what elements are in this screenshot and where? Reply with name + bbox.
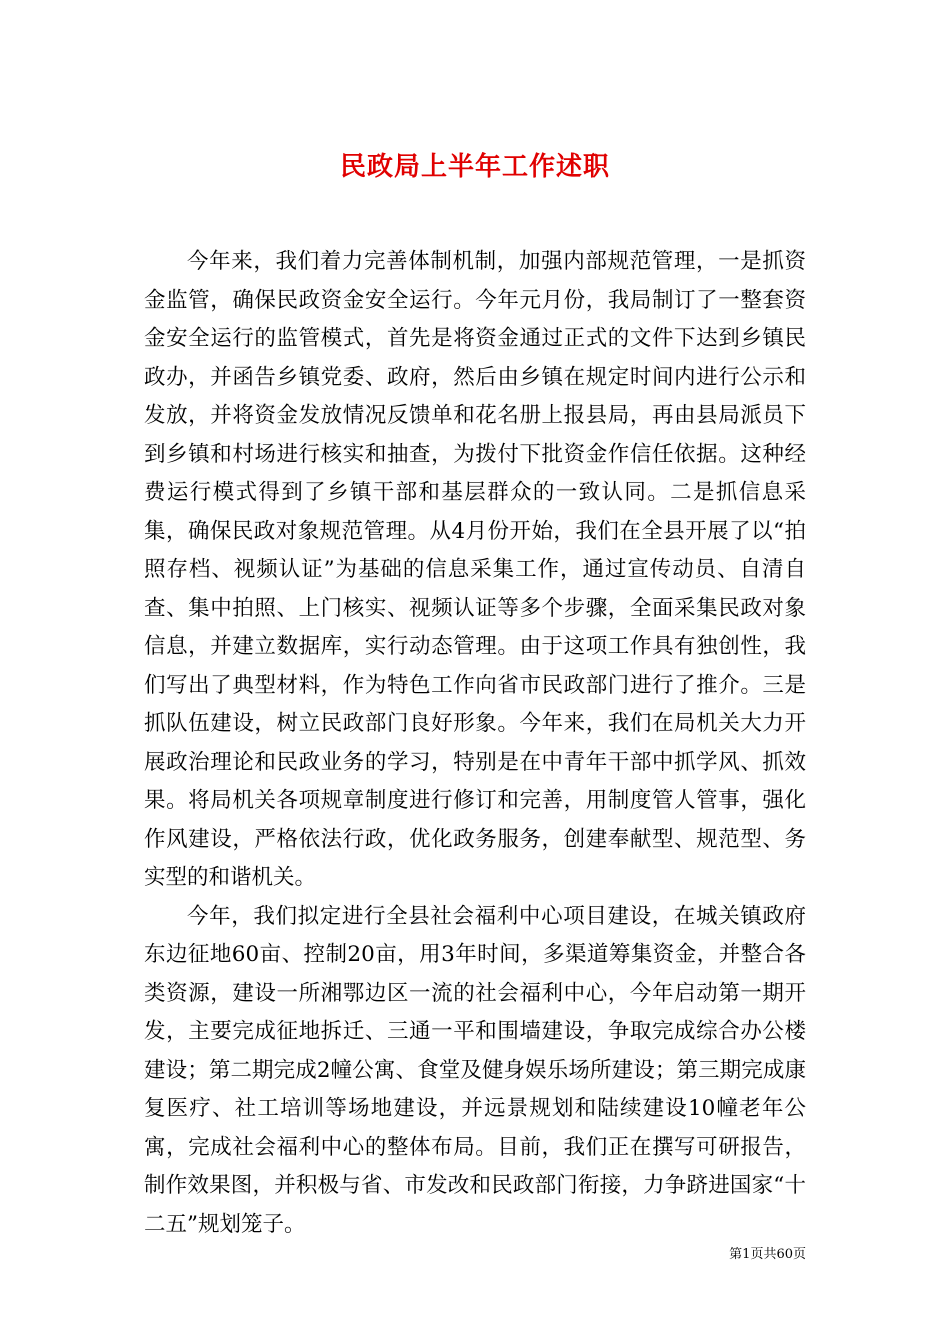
body-paragraph: 今年来，我们着力完善体制机制，加强内部规范管理，一是抓资金监管，确保民政资金安全运行。今年元月份，我局制订了一整套资金安全运行的监管模式，首先是将资金通过正式的文件下达到乡镇民政办，并函告乡镇党委、政府，然后由乡镇在规定时间内进行公示和发放，并将资金发放情况反馈单和花名册上报县局，再由县局派员下到乡镇和村场进行核实和抽查，为拨付下批资金作信任依据。这种经费运行模式得到了乡镇干部和基层群众的一致认同。二是抓信息采集，确保民政对象规范管理。从4月份开始，我们在全县开展了以“拍照存档、视频认证”为基础的信息采集工作，通过宣传动员、自清自查、集中拍照、上门核实、视频认证等多个步骤，全面采集民政对象信息，并建立数据库，实行动态管理。由于这项工作具有独创性，我们写出了典型材料，作为特色工作向省市民政部门进行了推介。三是抓队伍建设，树立民政部门良好形象。今年来，我们在局机关大力开展政治理论和民政业务的学习，特别是在中青年干部中抓学风、抓效果。将局机关各项规章制度进行修订和完善，用制度管人管事，强化作风建设，严格依法行政，优化政务服务，创建奉献型、规范型、务实型的和谐机关。 bbox=[144, 249, 806, 890]
document-title: 民政局上半年工作述职 bbox=[339, 152, 610, 183]
body-paragraph: 今年，我们拟定进行全县社会福利中心项目建设，在城关镇政府东边征地60亩、控制20亩，用3年时间，多渠道筹集资金，并整合各类资源，建设一所湘鄂边区一流的社会福利中心，今年启动第一期开发，主要完成征地拆迁、三通一平和围墙建设，争取完成综合办公楼建设；第二期完成2幢公寓、食堂及健身娱乐场所建设；第三期完成康复医疗、社工培训等场地建设，并远景规划和陆续建设10幢老年公寓，完成社会福利中心的整体布局。目前，我们正在撰写可研报告，制作效果图，并积极与省、市发改和民政部门衔接，力争跻进国家“十二五”规划笼子。 bbox=[144, 903, 806, 1237]
page-number-footer: 第1页共60页 bbox=[729, 1247, 806, 1262]
document-body bbox=[144, 243, 806, 1244]
